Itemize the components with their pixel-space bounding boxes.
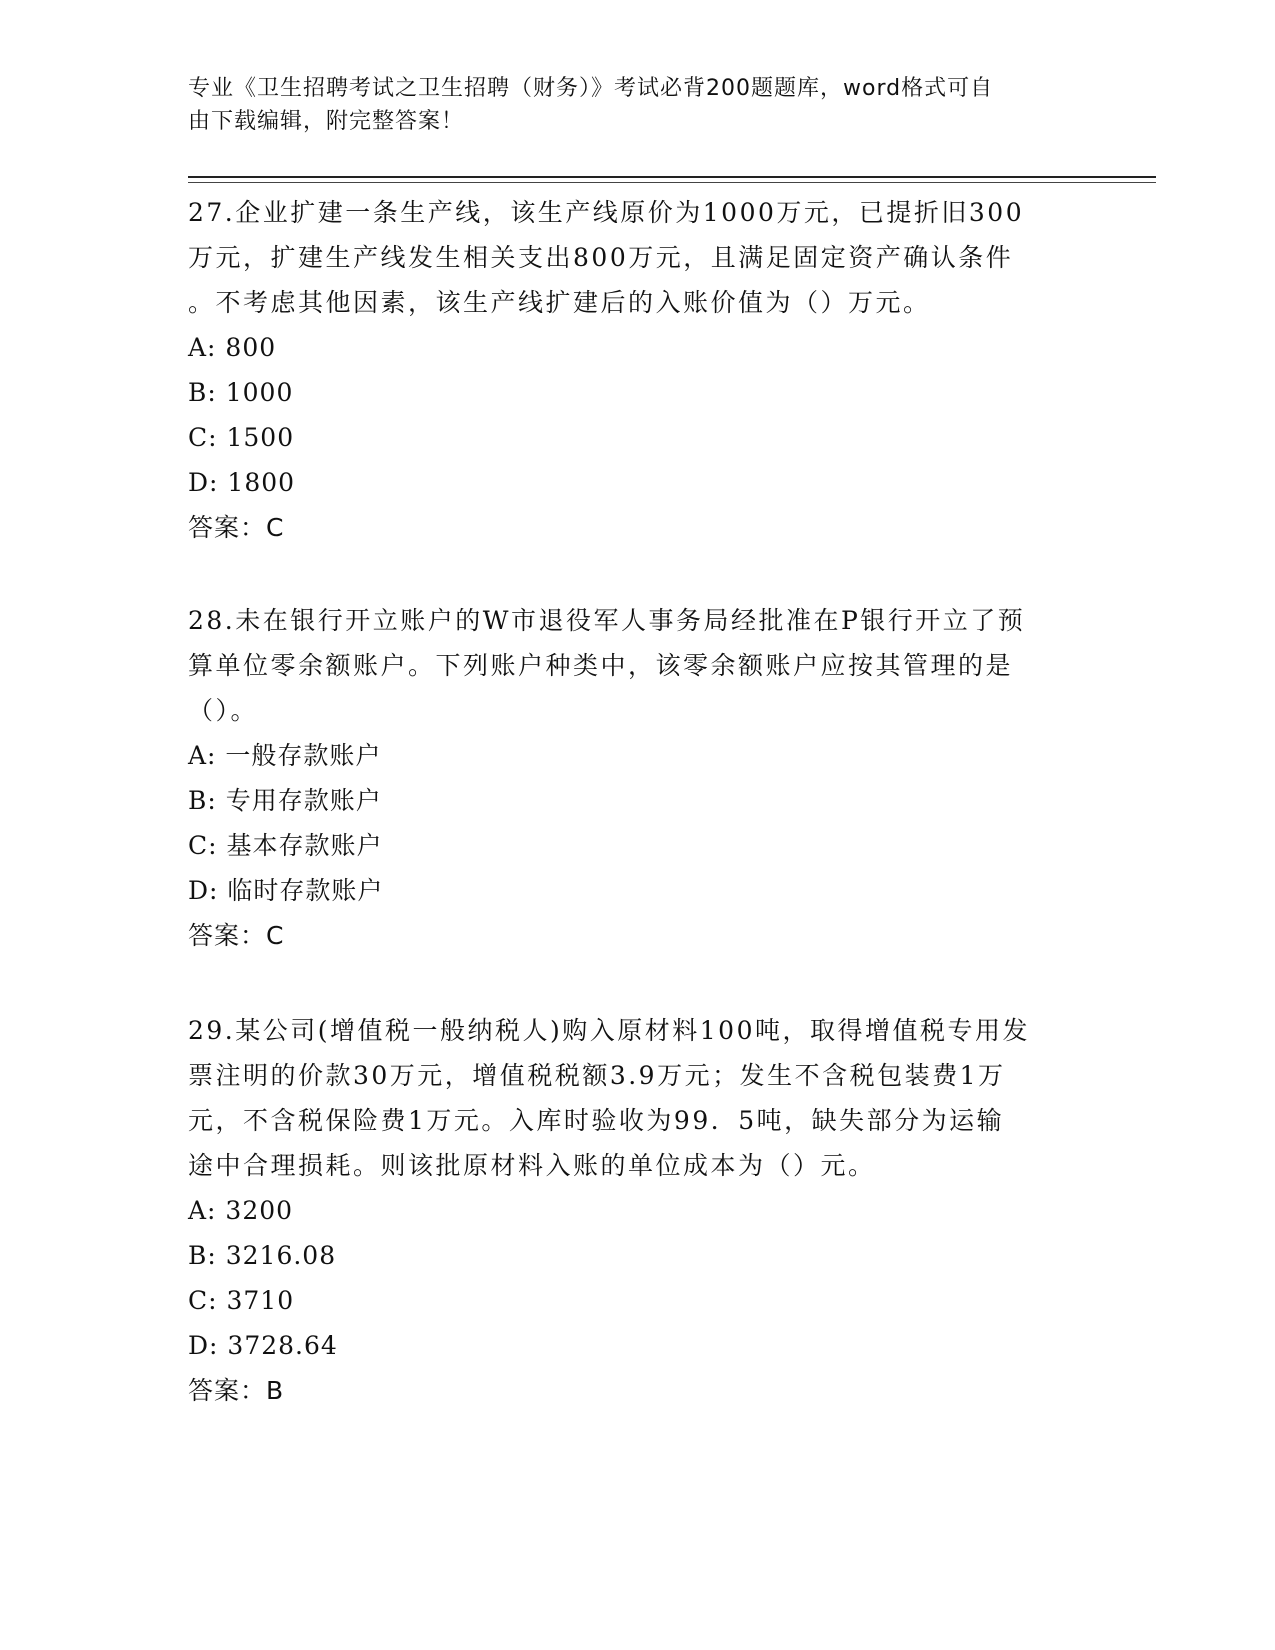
question-27 xyxy=(188,190,1088,550)
header-line-2: 由下载编辑，附完整答案！ xyxy=(188,109,465,134)
option-b: B: 专用存款账户 xyxy=(188,786,382,815)
question-stem-line: 算单位零余额账户。下列账户种类中，该零余额账户应按其管理的是 xyxy=(188,651,1014,680)
option-c: C: 基本存款账户 xyxy=(188,831,383,860)
option-a: A: 800 xyxy=(188,333,277,362)
header-divider-thick xyxy=(188,176,1156,178)
question-stem-line: 28.未在银行开立账户的W市退役军人事务局经批准在P银行开立了预 xyxy=(188,606,1026,635)
answer-line: 答案：B xyxy=(188,1376,285,1405)
question-stem-line: 。不考虑其他因素，该生产线扩建后的入账价值为（）万元。 xyxy=(188,288,931,317)
header-line-1: 专业《卫生招聘考试之卫生招聘（财务）》考试必背200题题库，word格式可自 xyxy=(188,76,994,101)
option-b: B: 3216.08 xyxy=(188,1241,337,1270)
question-28 xyxy=(188,598,1088,958)
option-d: D: 1800 xyxy=(188,468,296,497)
question-stem-line: 29.某公司(增值税一般纳税人)购入原材料100吨，取得增值税专用发 xyxy=(188,1016,1030,1045)
question-stem-line: 票注明的价款30万元，增值税税额3.9万元；发生不含税包装费1万 xyxy=(188,1061,1006,1090)
question-stem-line: （）。 xyxy=(188,696,259,725)
option-d: D: 临时存款账户 xyxy=(188,876,384,905)
document-header xyxy=(188,72,1068,138)
question-stem-line: 途中合理损耗。则该批原材料入账的单位成本为（）元。 xyxy=(188,1151,876,1180)
question-stem-line: 元，不含税保险费1万元。入库时验收为99．5吨，缺失部分为运输 xyxy=(188,1106,1005,1135)
option-c: C: 3710 xyxy=(188,1286,295,1315)
question-29 xyxy=(188,1008,1088,1413)
question-stem-line: 27.企业扩建一条生产线，该生产线原价为1000万元，已提折旧300 xyxy=(188,198,1025,227)
header-divider-thin xyxy=(188,182,1156,183)
question-stem-line: 万元，扩建生产线发生相关支出800万元，且满足固定资产确认条件 xyxy=(188,243,1014,272)
option-a: A: 一般存款账户 xyxy=(188,741,382,770)
option-a: A: 3200 xyxy=(188,1196,294,1225)
option-b: B: 1000 xyxy=(188,378,294,407)
answer-line: 答案：C xyxy=(188,513,285,542)
option-c: C: 1500 xyxy=(188,423,295,452)
option-d: D: 3728.64 xyxy=(188,1331,338,1360)
answer-line: 答案：C xyxy=(188,921,285,950)
